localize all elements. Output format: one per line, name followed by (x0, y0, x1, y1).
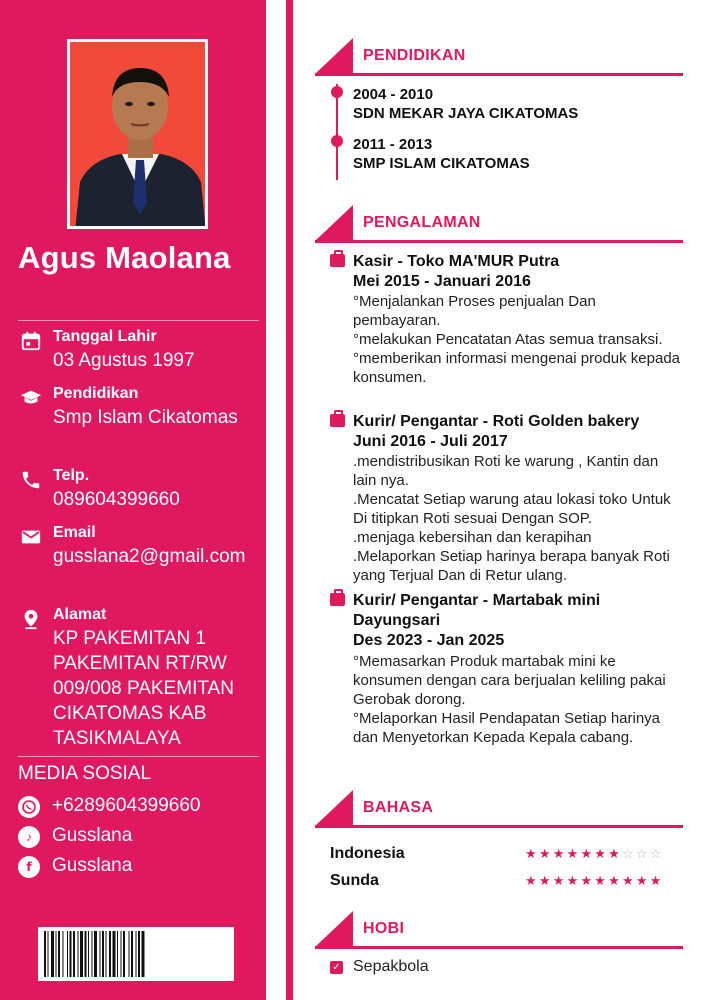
divider (18, 756, 259, 757)
star-icon: ★ (566, 873, 581, 888)
info-email (18, 524, 263, 594)
star-icon: ★ (580, 846, 595, 861)
star-icon: ★ (552, 873, 567, 888)
info-education (18, 385, 263, 455)
section-header-hobbies (315, 911, 683, 949)
timeline-bar (336, 84, 338, 180)
timeline-dot (331, 135, 343, 147)
hobby-text: Sepakbola (353, 958, 429, 975)
star-icon: ★ (538, 846, 553, 861)
briefcase-icon (330, 593, 345, 606)
star-icon: ★ (594, 846, 609, 861)
section-title: PENGALAMAN (363, 214, 481, 231)
section-title: PENDIDIKAN (363, 47, 466, 64)
experience-item (330, 412, 680, 587)
education-item (353, 85, 578, 123)
info-label: Email (53, 524, 96, 541)
info-birthdate (18, 328, 263, 376)
star-icon: ★ (608, 873, 623, 888)
star-icon: ★ (622, 873, 636, 888)
info-value: 03 Agustus 1997 (53, 350, 195, 371)
job-description: °Memasarkan Produk martabak mini ke konsumen dengan cara berjualan keliling pakai Gerobak dorong. °Melaporkan Hasil Pendapatan Setiap harinya dan Menyetorkan Kepada Kepala cabang. (353, 653, 666, 746)
star-icon: ★ (525, 873, 539, 888)
language-rating (525, 873, 664, 889)
info-value: Smp Islam Cikatomas (53, 407, 238, 428)
social-facebook[interactable] (18, 855, 258, 879)
checkbox-icon: ✓ (330, 961, 343, 974)
facebook-icon: f (18, 856, 40, 878)
star-icon: ☆ (649, 846, 664, 861)
experience-item (330, 591, 680, 771)
star-icon: ★ (608, 846, 623, 861)
education-school: SMP ISLAM CIKATOMAS (353, 155, 530, 172)
language-name: Sunda (330, 872, 379, 889)
profile-photo (67, 39, 208, 229)
star-icon: ☆ (635, 846, 650, 861)
star-icon: ★ (635, 873, 650, 888)
star-icon: ★ (580, 873, 595, 888)
divider (18, 320, 259, 321)
star-icon: ★ (525, 846, 539, 861)
info-value: KP PAKEMITAN 1 PAKEMITAN RT/RW 009/008 PAKEMITAN CIKATOMAS KAB TASIKMALAYA (53, 628, 234, 749)
timeline-dot (331, 86, 343, 98)
whatsapp-icon (18, 796, 40, 818)
info-phone (18, 467, 263, 515)
social-whatsapp[interactable] (18, 795, 258, 819)
language-rating (525, 846, 664, 862)
job-title: Kasir - Toko MA'MUR Putra Mei 2015 - Januari 2016 (353, 253, 560, 290)
job-title: Kurir/ Pengantar - Martabak mini Dayungsari Des 2023 - Jan 2025 (353, 592, 601, 649)
star-icon: ☆ (622, 846, 636, 861)
star-icon: ★ (566, 846, 581, 861)
education-school: SDN MEKAR JAYA CIKATOMAS (353, 105, 579, 122)
experience-item (330, 252, 680, 407)
star-icon: ★ (552, 846, 567, 861)
section-header-education (315, 38, 683, 76)
phone-icon (20, 469, 42, 491)
star-icon: ★ (538, 873, 553, 888)
info-value: gusslana2@gmail.com (53, 546, 246, 567)
section-header-experience (315, 205, 683, 243)
info-label: Telp. (53, 467, 90, 484)
social-text: Gusslana (52, 855, 133, 876)
social-text: +6289604399660 (52, 795, 201, 816)
section-header-languages (315, 790, 683, 828)
education-years: 2004 - 2010 (353, 86, 434, 103)
info-address (18, 606, 263, 751)
language-name: Indonesia (330, 845, 405, 862)
education-item (353, 135, 530, 173)
section-title: BAHASA (363, 799, 434, 816)
briefcase-icon (330, 254, 345, 267)
star-icon: ★ (649, 873, 664, 888)
section-title: HOBI (363, 920, 405, 937)
graduation-cap-icon (20, 387, 42, 409)
info-label: Tanggal Lahir (53, 328, 157, 345)
location-pin-icon (20, 608, 42, 630)
social-tiktok[interactable] (18, 825, 258, 849)
calendar-icon (20, 330, 42, 352)
barcode-graphic (42, 931, 230, 977)
briefcase-icon (330, 414, 345, 427)
email-icon (20, 526, 42, 548)
star-icon: ★ (594, 873, 609, 888)
person-portrait (70, 42, 208, 229)
info-label: Pendidikan (53, 385, 139, 402)
full-name: Agus Maolana (18, 240, 231, 275)
social-title: MEDIA SOSIAL (18, 763, 152, 784)
job-title: Kurir/ Pengantar - Roti Golden bakery Juni 2016 - Juli 2017 (353, 413, 640, 450)
info-value: 089604399660 (53, 489, 180, 510)
job-description: °Menjalankan Proses penjualan Dan pembayaran. °melakukan Pencatatan Atas semua transaksi. °memberikan informasi mengenai produk kepada konsumen. (353, 293, 681, 386)
tiktok-icon: ♪ (18, 826, 40, 848)
barcode (38, 927, 234, 981)
social-text: Gusslana (52, 825, 133, 846)
sidebar (0, 0, 266, 1000)
info-label: Alamat (53, 606, 107, 623)
job-description: .mendistribusikan Roti ke warung , Kantin dan lain nya. .Mencatat Setiap warung atau lokasi toko Untuk Di titipkan Roti sesuai Dengan SOP. .menjaga kebersihan dan kerapihan .Melaporkan Setiap harinya berapa banyak Roti yang Terjual Dan di Retur ulang. (353, 453, 671, 584)
decorative-stripe (286, 0, 293, 1000)
education-years: 2011 - 2013 (353, 136, 433, 153)
